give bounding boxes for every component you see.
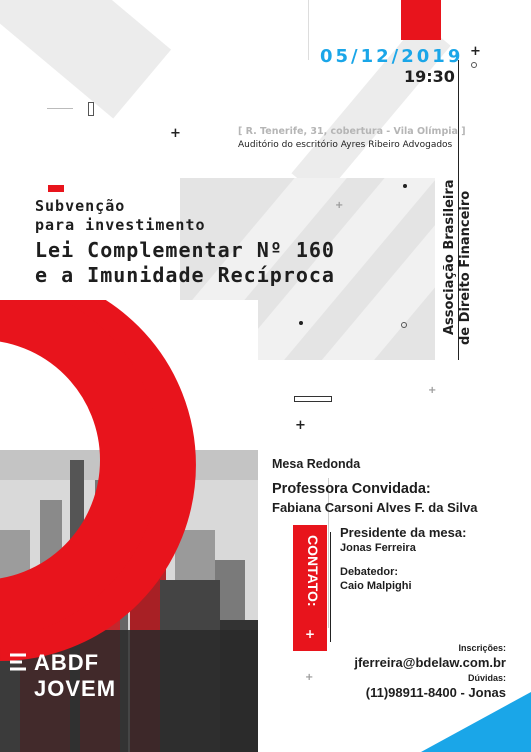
event-date: 05/12/2019 [320, 46, 464, 67]
red-square [401, 0, 441, 40]
contact-label: CONTATO: [305, 535, 321, 607]
circle-icon [471, 62, 477, 68]
guest-name: Fabiana Carsoni Alves F. da Silva [272, 500, 478, 515]
title-line-4: e a Imunidade Recíproca [35, 263, 335, 287]
guest-label: Professora Convidada: [272, 481, 431, 497]
bracket-icon [88, 102, 94, 116]
event-address: [ R. Tenerife, 31, cobertura - Vila Olímpia ] [238, 126, 466, 137]
president-label: Presidente da mesa: [340, 525, 467, 540]
organization-line-2: de Direito Financeiro [458, 190, 473, 345]
event-format: Mesa Redonda [272, 457, 361, 471]
decor-stripe [0, 0, 171, 119]
plus-icon: + [428, 385, 437, 396]
divider-line [47, 108, 73, 109]
circle-icon [401, 322, 407, 328]
organization-name [412, 160, 473, 345]
signup-label: Inscrições: [458, 643, 506, 653]
questions-label: Dúvidas: [467, 673, 506, 683]
dot-icon [403, 184, 407, 188]
organization-line-1: Associação Brasileira [442, 179, 457, 335]
plus-icon: + [305, 627, 316, 641]
president-name: Jonas Ferreira [340, 542, 416, 554]
logo-mark [8, 651, 30, 673]
plus-icon: + [470, 44, 481, 59]
event-time: 19:30 [404, 67, 455, 86]
divider-line [308, 0, 309, 60]
title-line-1: Subvenção [35, 197, 126, 215]
dot-icon [299, 321, 303, 325]
title-line-2: para investimento [35, 216, 206, 234]
debater-label: Debatedor: [340, 566, 399, 578]
plus-icon: + [170, 126, 181, 141]
debater-name: Caio Malpighi [340, 580, 412, 592]
logo-text-2: JOVEM [34, 676, 117, 701]
bar-icon [294, 396, 332, 402]
divider-line [330, 532, 331, 642]
plus-icon: + [305, 672, 314, 683]
logo-text-1: ABDF [34, 650, 100, 675]
title-line-3: Lei Complementar Nº 160 [35, 238, 335, 262]
plus-icon: + [295, 418, 306, 433]
event-venue: Auditório do escritório Ayres Ribeiro Advogados [238, 140, 453, 150]
contact-bar [293, 525, 327, 651]
contact-phone[interactable]: (11)98911-8400 - Jonas [365, 685, 506, 700]
blue-corner [421, 692, 531, 752]
red-accent [48, 185, 64, 192]
plus-icon: + [335, 200, 344, 211]
contact-email[interactable]: jferreira@bdelaw.com.br [354, 655, 506, 670]
